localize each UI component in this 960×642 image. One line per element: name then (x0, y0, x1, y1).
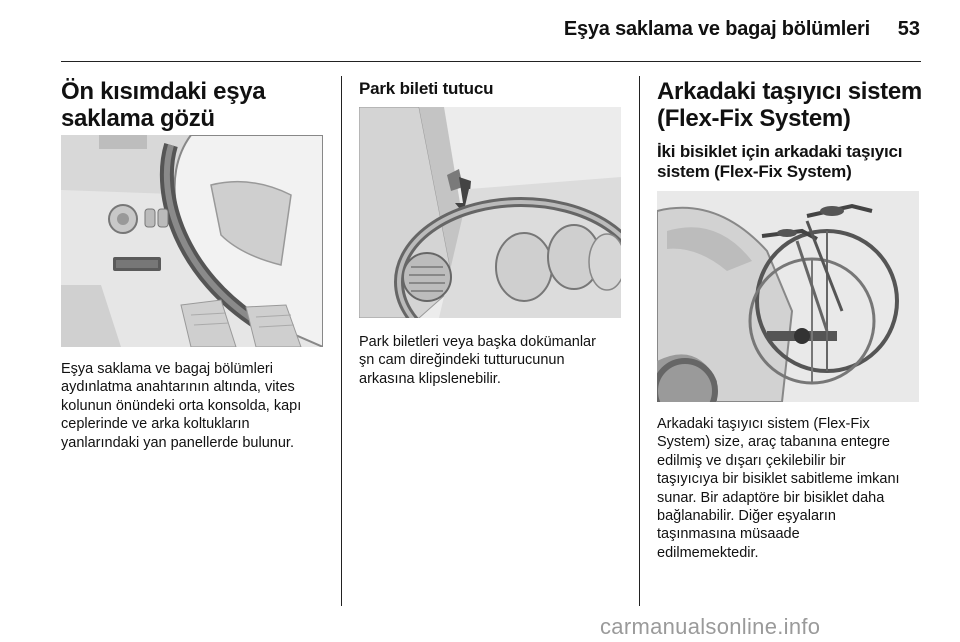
section-title-line: Ön kısımdaki eşya (61, 78, 266, 105)
figure-ticket-holder (359, 107, 621, 318)
section-title-line: (Flex-Fix System) (657, 105, 851, 132)
body-line: sunar. Bir adaptöre bir bisiklet daha (657, 489, 885, 506)
body-line: şn cam direğindeki tutturucunun (359, 352, 565, 369)
column2-body (359, 333, 634, 388)
page-number: 53 (897, 18, 920, 40)
column-divider-2 (639, 76, 640, 606)
body-line: System) size, araç tabanına entegre (657, 434, 890, 451)
column-divider-1 (341, 76, 342, 606)
subsection-title-bike-carrier (657, 142, 937, 182)
section-title-line: saklama gözü (61, 105, 215, 132)
section-title-line: Arkadaki taşıyıcı sistem (657, 78, 922, 105)
section-title-ticket-holder: Park bileti tutucu (359, 79, 494, 98)
body-line: kolunun önündeki orta konsolda, kapı (61, 397, 302, 414)
body-line: Eşya saklama ve bagaj bölümleri (61, 361, 273, 377)
body-line: Arkadaki taşıyıcı sistem (Flex-Fix (657, 416, 870, 432)
body-line: edilmiş ve dışarı çekilebilir bir (657, 452, 846, 469)
body-line: yanlarındaki yan panellerde bulunur. (61, 434, 294, 451)
subsection-title-line: sistem (Flex-Fix System) (657, 162, 852, 181)
column-front-storage (61, 78, 331, 132)
section-title-front-storage (61, 78, 331, 132)
column-ticket-holder (359, 79, 629, 99)
subsection-title-line: İki bisiklet için arkadaki taşıyıcı (657, 142, 903, 161)
body-line: taşınmasına müsaade (657, 526, 800, 543)
body-line: bağlanabilir. Diğer eşyaların (657, 508, 836, 525)
site-watermark: carmanualsonline.info (600, 614, 821, 639)
body-paragraph-front-storage (61, 360, 336, 452)
body-line: ceplerinde ve arka koltukların (61, 416, 250, 433)
body-line: taşıyıcıya bir bisiklet sabitleme imkanı (657, 471, 900, 488)
body-line: Park biletleri veya başka dokümanlar (359, 334, 596, 350)
figure-flex-fix-carrier (657, 191, 919, 402)
body-paragraph-rear-carrier (657, 415, 947, 562)
header-rule (61, 61, 921, 62)
column-rear-carrier (657, 78, 937, 182)
running-header-title: Eşya saklama ve bagaj bölümleri (563, 18, 870, 40)
body-paragraph-ticket-holder (359, 333, 634, 388)
body-line: aydınlatma anahtarının altında, vites (61, 379, 295, 396)
figure-dashboard-storage (61, 135, 323, 347)
body-line: edilmemektedir. (657, 544, 759, 561)
section-title-rear-carrier (657, 78, 937, 132)
column1-body (61, 360, 336, 452)
column3-body (657, 415, 947, 562)
body-line: arkasına klipslenebilir. (359, 370, 501, 387)
